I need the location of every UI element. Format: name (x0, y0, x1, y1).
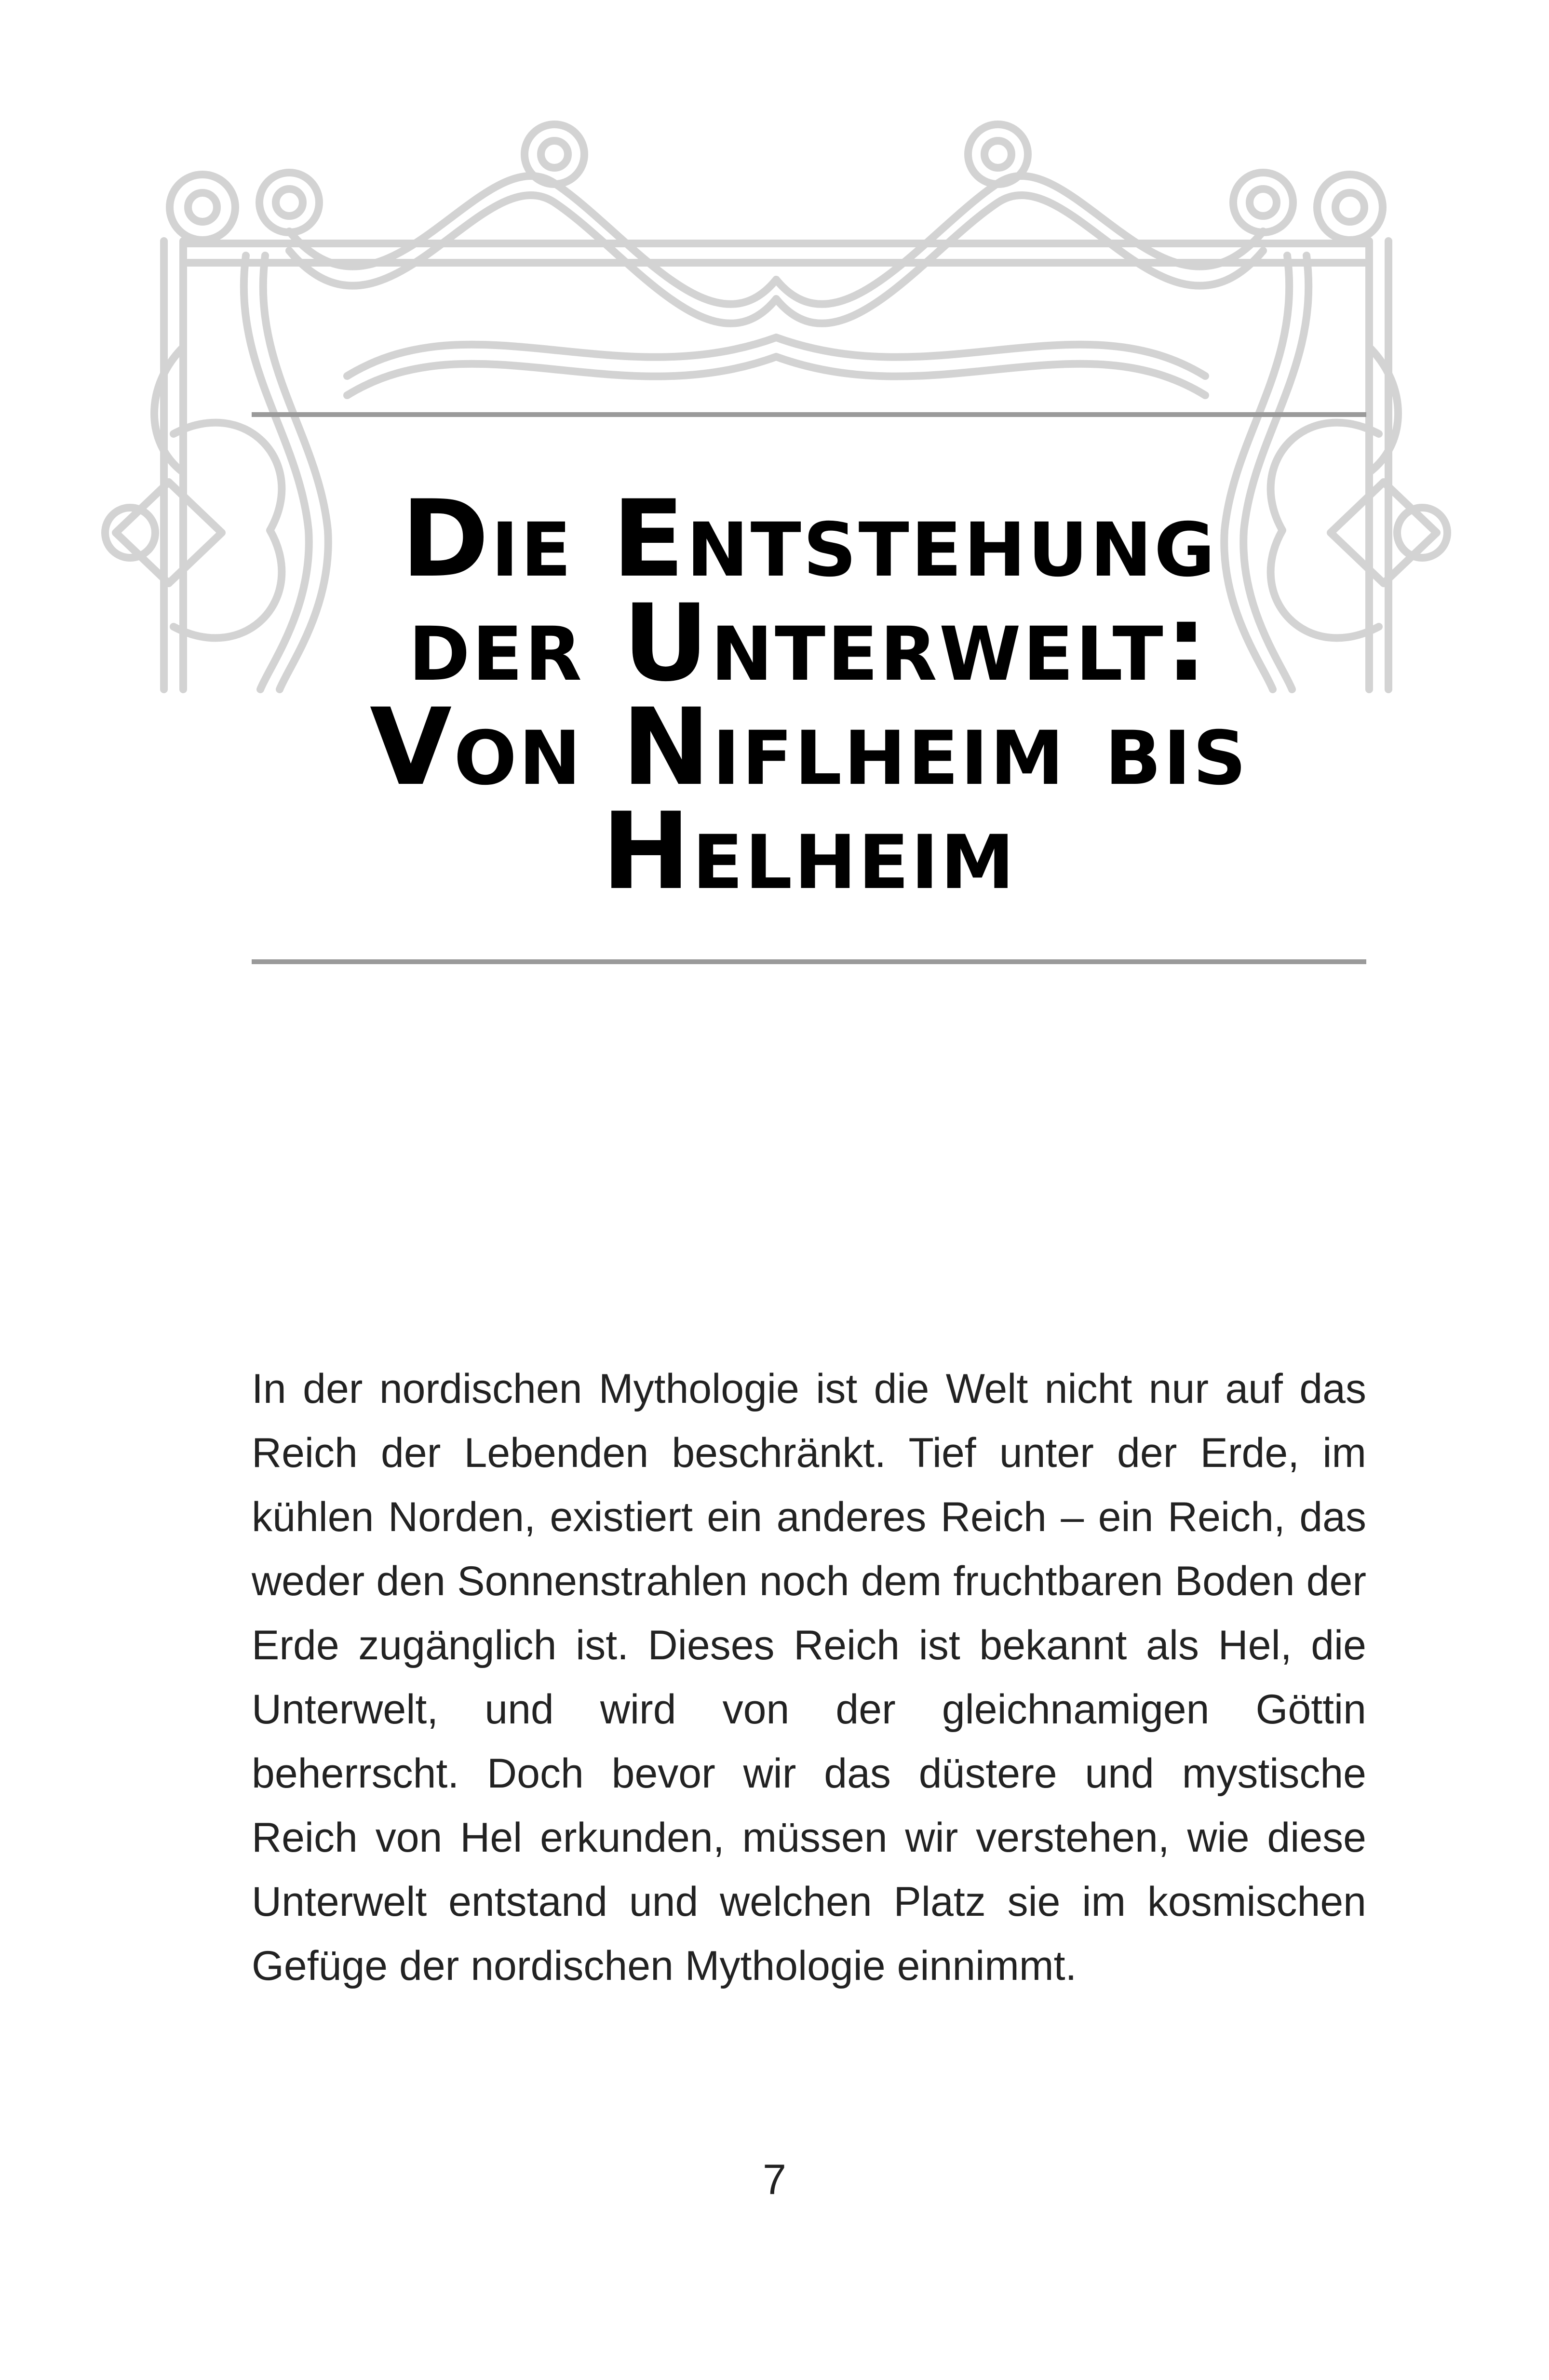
chapter-title (252, 477, 1366, 913)
page-number: 7 (763, 2155, 786, 2203)
chapter-body-paragraph: In der nordischen Mythologie ist die Welt nicht nur auf das Reich der Lebenden beschränkt. Tief unter der Erde, im kühlen Norden, existiert ein anderes Reich – ein Reich, das weder den Sonnenstrahlen noch dem fruchtbaren Boden der Erde zugänglich ist. Dieses Reich ist bekannt als Hel, die Unterwelt, und wird von der gleichnamigen Göttin beherrscht. Doch bevor wir das düstere und mystische Reich von Hel erkunden, müssen wir verstehen, wie diese Unterwelt entstand und welchen Platz sie im kosmischen Gefüge der nordischen Mythologie einnimmt. (252, 1366, 1366, 1989)
chapter-title-line: Die Entstehung (401, 477, 1217, 601)
chapter-title-line: Helheim (601, 790, 1017, 913)
title-bottom-rule (252, 959, 1366, 964)
chapter-title-line: der Unterwelt: (408, 581, 1210, 705)
chapter-title-line: Von Niflheim bis (369, 686, 1249, 809)
title-top-rule (252, 412, 1366, 417)
